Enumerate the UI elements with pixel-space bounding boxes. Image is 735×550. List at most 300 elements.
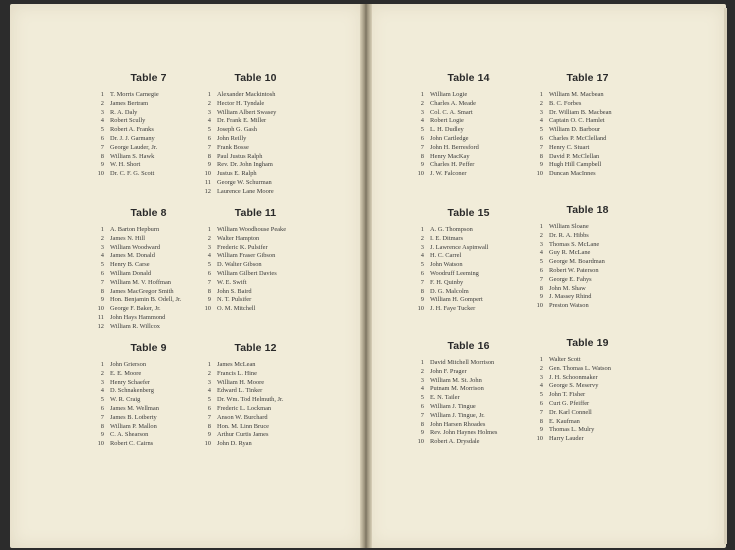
seat-number: 7 <box>420 278 424 286</box>
guest-name: John Watson <box>430 261 463 269</box>
guest-name: Henry B. Carse <box>110 261 150 269</box>
guest-row <box>530 276 645 285</box>
seat-number: 2 <box>539 364 543 372</box>
guest-name: Thomas L. Mulry <box>549 426 595 434</box>
seat-number: 3 <box>207 378 211 386</box>
table-number: 19 <box>596 337 609 349</box>
table-number: 16 <box>477 340 490 352</box>
seat-number: 1 <box>420 91 424 98</box>
guest-name: Justus E. Ralph <box>217 170 257 178</box>
guest-name: John Cartledge <box>430 134 469 142</box>
guest-name: Dr. William B. Macbean <box>549 108 612 116</box>
seat-number: 9 <box>420 296 424 304</box>
guest-name: William R. Willcox <box>110 322 160 330</box>
seat-number: 9 <box>100 161 104 169</box>
guest-name: James Bertram <box>110 99 149 107</box>
guest-row <box>91 361 206 370</box>
seat-number: 3 <box>420 108 424 116</box>
guest-name: O. M. Mitchell <box>217 305 256 313</box>
guest-row <box>198 405 313 414</box>
guest-row <box>91 379 206 388</box>
guest-name: I. E. Ditmars <box>430 234 464 242</box>
guest-row <box>198 387 313 396</box>
guest-name: Duncan MacInnes <box>549 170 596 178</box>
guest-row <box>411 135 526 144</box>
guest-row <box>198 144 313 153</box>
guest-row <box>411 235 526 244</box>
seat-number: 6 <box>100 404 104 412</box>
seat-number: 4 <box>539 249 543 257</box>
guest-row <box>198 261 313 270</box>
guest-name: William M. Macbean <box>549 91 604 98</box>
guest-row <box>411 305 526 314</box>
seat-number: 4 <box>539 117 543 125</box>
seat-number: 4 <box>539 382 543 390</box>
guest-row <box>198 431 313 440</box>
guest-row <box>91 226 206 235</box>
guest-name: William M. V. Hoffman <box>110 278 171 286</box>
table-title <box>411 72 526 84</box>
table-number: 10 <box>264 72 277 84</box>
guest-name: John F. Prager <box>430 367 467 375</box>
guest-row <box>530 418 645 427</box>
guest-name: Col. C. A. Smart <box>430 108 473 116</box>
seat-number: 9 <box>100 296 104 304</box>
guest-name: Paul Justus Ralph <box>217 152 263 160</box>
guest-name: Walter Hampton <box>217 234 260 242</box>
guest-name: J. W. Falconer <box>430 170 467 178</box>
guest-row <box>198 117 313 126</box>
table-block-19 <box>530 337 645 444</box>
guest-row <box>91 431 206 440</box>
seat-number: 10 <box>97 305 104 313</box>
guest-row <box>530 293 645 302</box>
seat-number: 7 <box>539 143 543 151</box>
guest-name: F. H. Quinby <box>430 278 464 286</box>
seat-number: 4 <box>207 252 211 260</box>
guest-name: Henry MacKay <box>430 152 470 160</box>
table-title <box>530 72 645 84</box>
seat-number: 3 <box>539 240 543 248</box>
seat-number: 8 <box>539 417 543 425</box>
guest-row <box>411 421 526 430</box>
guest-name: Frank Bosse <box>217 143 249 151</box>
seat-number: 7 <box>539 275 543 283</box>
table-title <box>91 342 206 354</box>
seat-number: 2 <box>207 234 211 242</box>
guest-name: Woodruff Leeming <box>430 269 479 277</box>
guest-name: J. Massey Rhind <box>549 293 592 301</box>
guest-name: John D. Ryan <box>217 440 252 448</box>
guest-row <box>411 144 526 153</box>
guest-name: James M. Wellman <box>110 404 159 412</box>
seat-number: 7 <box>100 413 104 421</box>
guest-row <box>91 135 206 144</box>
table-title <box>530 204 645 216</box>
guest-row <box>530 170 645 179</box>
guest-row <box>198 135 313 144</box>
guest-row <box>198 423 313 432</box>
seat-number: 2 <box>207 99 211 107</box>
guest-row <box>530 144 645 153</box>
table-block-16 <box>411 340 526 447</box>
guest-row <box>411 288 526 297</box>
table-word: Table <box>234 72 262 84</box>
guest-row <box>530 117 645 126</box>
guest-name: D. G. Malcolm <box>430 287 469 295</box>
guest-row <box>530 435 645 444</box>
seat-number: 3 <box>539 108 543 116</box>
guest-name: Curt G. Pfeiffer <box>549 399 590 407</box>
seat-number: 5 <box>539 258 543 266</box>
guest-row <box>530 285 645 294</box>
guest-row <box>91 144 206 153</box>
guest-row <box>91 423 206 432</box>
guest-name: James MacGregor Smith <box>110 287 174 295</box>
table-block-17 <box>530 72 645 179</box>
seat-number: 9 <box>539 161 543 169</box>
guest-name: George S. Meservy <box>549 382 599 390</box>
guest-row <box>411 261 526 270</box>
seat-number: 9 <box>207 431 211 439</box>
guest-name: W. H. Short <box>110 161 141 169</box>
guest-row <box>411 226 526 235</box>
guest-name: Dr. R. A. Hibbs <box>549 231 589 239</box>
guest-row <box>530 100 645 109</box>
guest-name: Charles H. Peffer <box>430 161 475 169</box>
seat-number: 12 <box>97 322 104 330</box>
guest-row <box>411 403 526 412</box>
guest-name: David Mitchell Morrison <box>430 359 495 366</box>
seat-number: 10 <box>536 170 543 178</box>
table-word: Table <box>130 342 158 354</box>
guest-row <box>530 356 645 365</box>
guest-name: Captain O. C. Hamlet <box>549 117 605 125</box>
guest-row <box>530 135 645 144</box>
seat-number: 3 <box>207 108 211 116</box>
guest-name: J. H. Schoonmaker <box>549 373 598 381</box>
guest-row <box>91 414 206 423</box>
seat-number: 6 <box>420 402 424 410</box>
seat-number: 5 <box>420 394 424 402</box>
guest-name: George F. Baker, Jr. <box>110 305 161 313</box>
seat-number: 5 <box>539 126 543 134</box>
seat-number: 1 <box>539 223 543 230</box>
seat-number: 3 <box>420 243 424 251</box>
guest-row <box>411 100 526 109</box>
guest-row <box>91 305 206 314</box>
seat-number: 7 <box>207 278 211 286</box>
guest-row <box>91 100 206 109</box>
seat-number: 6 <box>539 399 543 407</box>
seat-number: 10 <box>97 170 104 178</box>
seat-number: 7 <box>539 408 543 416</box>
seat-number: 11 <box>97 313 104 321</box>
table-block-10 <box>198 72 313 197</box>
seat-number: 10 <box>204 440 211 448</box>
guest-row <box>91 117 206 126</box>
guest-name: Guy R. McLane <box>549 249 591 257</box>
seat-number: 7 <box>100 278 104 286</box>
seat-number: 1 <box>207 226 211 233</box>
guest-row <box>91 244 206 253</box>
guest-row <box>411 385 526 394</box>
seat-number: 8 <box>420 420 424 428</box>
seat-number: 8 <box>420 152 424 160</box>
guest-name: Charles A. Meade <box>430 99 476 107</box>
guest-row <box>198 414 313 423</box>
seat-number: 4 <box>100 117 104 125</box>
seat-number: 10 <box>97 440 104 448</box>
seat-number: 12 <box>204 187 211 195</box>
guest-name: Frederic L. Lockman <box>217 404 272 412</box>
seat-number: 4 <box>207 117 211 125</box>
guest-name: Harry Lauder <box>549 435 584 443</box>
guest-row <box>411 126 526 135</box>
guest-row <box>411 296 526 305</box>
guest-row <box>530 409 645 418</box>
seat-number: 9 <box>207 161 211 169</box>
guest-row <box>91 370 206 379</box>
guest-row <box>91 440 206 449</box>
guest-name: T. Morris Carnegie <box>110 91 159 98</box>
table-word: Table <box>130 207 158 219</box>
seat-number: 3 <box>100 378 104 386</box>
guest-name: Hector H. Tyndale <box>217 99 265 107</box>
guest-row <box>530 382 645 391</box>
guest-row <box>530 391 645 400</box>
table-block-7 <box>91 72 206 179</box>
guest-name: William H. Moore <box>217 378 265 386</box>
seat-number: 6 <box>539 266 543 274</box>
guest-name: William M. St. John <box>430 376 482 384</box>
guest-name: George Lauder, Jr. <box>110 143 158 151</box>
seat-number: 6 <box>207 269 211 277</box>
seat-number: 4 <box>100 387 104 395</box>
guest-row <box>91 91 206 100</box>
guest-name: Anson W. Burchard <box>217 413 268 421</box>
guest-row <box>411 117 526 126</box>
table-block-11 <box>198 207 313 314</box>
guest-row <box>411 153 526 162</box>
seat-number: 9 <box>539 426 543 434</box>
guest-name: N. T. Pulsifer <box>217 296 252 304</box>
guest-row <box>411 377 526 386</box>
table-block-12 <box>198 342 313 449</box>
guest-row <box>198 179 313 188</box>
guest-name: Robert W. Paterson <box>549 266 599 274</box>
guest-row <box>411 244 526 253</box>
guest-name: Robert Logie <box>430 117 464 125</box>
guest-row <box>530 400 645 409</box>
seat-number: 1 <box>100 91 104 98</box>
guest-row <box>530 302 645 311</box>
guest-row <box>91 153 206 162</box>
guest-name: Henry C. Stuart <box>549 143 590 151</box>
guest-name: John H. Berresford <box>430 143 479 151</box>
guest-row <box>91 109 206 118</box>
seat-number: 10 <box>536 302 543 310</box>
seat-number: 5 <box>539 391 543 399</box>
table-number: 14 <box>477 72 490 84</box>
guest-row <box>91 279 206 288</box>
seat-number: 7 <box>207 143 211 151</box>
seat-number: 1 <box>100 361 104 368</box>
guest-name: Laurence Lane Moore <box>217 187 274 195</box>
guest-name: Dr. C. F. G. Scott <box>110 170 155 178</box>
guest-row <box>530 241 645 250</box>
seat-number: 1 <box>539 91 543 98</box>
guest-name: Dr. Karl Connell <box>549 408 592 416</box>
seat-number: 8 <box>100 152 104 160</box>
seat-number: 2 <box>100 234 104 242</box>
book-gutter <box>360 4 372 548</box>
guest-name: John Reilly <box>217 134 247 142</box>
seat-number: 2 <box>420 234 424 242</box>
seat-number: 3 <box>539 373 543 381</box>
table-block-8 <box>91 207 206 332</box>
seat-number: 1 <box>100 226 104 233</box>
guest-row <box>198 296 313 305</box>
guest-row <box>91 161 206 170</box>
guest-row <box>198 153 313 162</box>
table-number: 8 <box>160 207 167 219</box>
guest-row <box>411 161 526 170</box>
table-number: 7 <box>160 72 167 84</box>
seat-number: 8 <box>207 152 211 160</box>
seat-number: 7 <box>207 413 211 421</box>
guest-name: William Sloane <box>549 223 589 230</box>
guest-row <box>91 270 206 279</box>
guest-row <box>91 261 206 270</box>
guest-row <box>198 170 313 179</box>
table-title <box>91 72 206 84</box>
guest-name: John Hays Hammond <box>110 313 166 321</box>
seat-number: 10 <box>536 435 543 443</box>
guest-name: H. C. Carrel <box>430 252 462 260</box>
table-word: Table <box>566 337 594 349</box>
guest-name: William D. Barbour <box>549 126 601 134</box>
guest-name: Robert C. Cairns <box>110 440 154 448</box>
guest-row <box>91 323 206 332</box>
guest-row <box>91 314 206 323</box>
guest-row <box>91 288 206 297</box>
seat-number: 3 <box>420 376 424 384</box>
seat-number: 5 <box>100 396 104 404</box>
guest-row <box>198 288 313 297</box>
guest-name: Preston Watson <box>549 302 589 310</box>
seat-number: 2 <box>100 99 104 107</box>
guest-name: L. H. Dudley <box>430 126 464 134</box>
seat-number: 4 <box>420 385 424 393</box>
table-number: 15 <box>477 207 490 219</box>
guest-name: Francis L. Hine <box>217 369 257 377</box>
seat-number: 8 <box>539 284 543 292</box>
seat-number: 8 <box>539 152 543 160</box>
guest-row <box>91 235 206 244</box>
guest-row <box>530 223 645 232</box>
guest-name: B. C. Forbes <box>549 99 582 107</box>
guest-name: E. E. Moore <box>110 369 142 377</box>
table-number: 18 <box>596 204 609 216</box>
table-word: Table <box>447 340 475 352</box>
guest-name: Alexander Mackintosh <box>217 91 276 98</box>
seat-number: 6 <box>100 269 104 277</box>
seat-number: 10 <box>417 170 424 178</box>
guest-name: George M. Boardman <box>549 258 605 266</box>
guest-row <box>530 153 645 162</box>
table-word: Table <box>566 204 594 216</box>
guest-name: William S. Hawk <box>110 152 155 160</box>
seat-number: 8 <box>420 287 424 295</box>
seat-number: 1 <box>420 226 424 233</box>
table-word: Table <box>447 72 475 84</box>
guest-name: James B. Lotberty <box>110 413 157 421</box>
seat-number: 2 <box>207 369 211 377</box>
seat-number: 5 <box>207 261 211 269</box>
guest-name: E. N. Tailer <box>430 394 460 402</box>
guest-row <box>198 305 313 314</box>
guest-name: William Albert Swasey <box>217 108 277 116</box>
seat-number: 2 <box>420 99 424 107</box>
guest-row <box>198 396 313 405</box>
guest-name: Dr. Wm. Tod Helmuth, Jr. <box>217 396 284 404</box>
seat-number: 6 <box>420 134 424 142</box>
seat-number: 4 <box>100 252 104 260</box>
guest-name: John Harsen Rhoades <box>430 420 486 428</box>
guest-name: James M. Donald <box>110 252 155 260</box>
guest-name: William J. Tingue <box>430 402 476 410</box>
guest-name: Robert A. Drysdale <box>430 438 480 446</box>
guest-name: Robert A. Franks <box>110 126 154 134</box>
table-title <box>198 207 313 219</box>
guest-name: A. Barton Hepburn <box>110 226 160 233</box>
guest-row <box>411 270 526 279</box>
guest-name: William P. Mallon <box>110 422 157 430</box>
seat-number: 6 <box>539 134 543 142</box>
table-block-18 <box>530 204 645 311</box>
table-word: Table <box>130 72 158 84</box>
table-number: 9 <box>160 342 167 354</box>
guest-name: George W. Schurman <box>217 178 272 186</box>
seat-number: 3 <box>100 243 104 251</box>
guest-row <box>198 188 313 197</box>
guest-name: William Donald <box>110 269 152 277</box>
guest-row <box>198 252 313 261</box>
guest-name: W. E. Swift <box>217 278 247 286</box>
guest-row <box>411 279 526 288</box>
guest-row <box>411 91 526 100</box>
guest-name: J. Lawrence Aspinwall <box>430 243 489 251</box>
guest-name: Gen. Thomas L. Watson <box>549 364 611 372</box>
guest-row <box>198 100 313 109</box>
seat-number: 4 <box>420 117 424 125</box>
guest-name: David P. McClellan <box>549 152 600 160</box>
seat-number: 6 <box>207 134 211 142</box>
guest-row <box>91 170 206 179</box>
guest-row <box>198 270 313 279</box>
guest-row <box>411 252 526 261</box>
seat-number: 5 <box>420 261 424 269</box>
seat-number: 9 <box>420 429 424 437</box>
guest-name: D. Schnakenberg <box>110 387 154 395</box>
guest-name: John S. Baird <box>217 287 252 295</box>
table-word: Table <box>234 207 262 219</box>
guest-row <box>530 258 645 267</box>
guest-name: E. Kaufman <box>549 417 580 425</box>
guest-name: Thomas S. McLane <box>549 240 600 248</box>
table-number: 17 <box>596 72 609 84</box>
